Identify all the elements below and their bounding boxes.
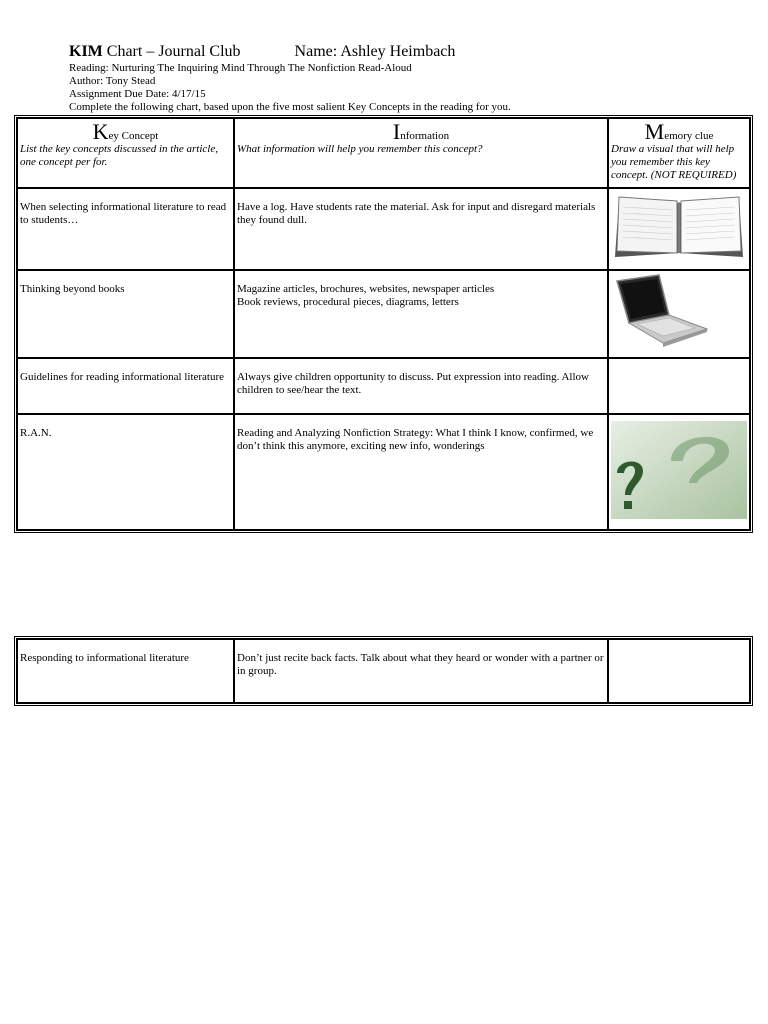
due-date-line: Assignment Due Date: 4/17/15 (69, 88, 206, 100)
document-title (69, 42, 749, 62)
key-concept-header: Key Concept List the key concepts discussed in the article, one concept per for. (17, 118, 234, 188)
kim-chart-table (14, 115, 753, 533)
information-description: What information will help you remember this concept? (237, 143, 483, 155)
information-line-2: Book reviews, procedural pieces, diagrams, letters (237, 296, 459, 308)
table-row (17, 270, 750, 358)
title-rest: Chart – Journal Club (106, 43, 241, 60)
concept-cell: R.A.N. (17, 414, 234, 530)
laptop-image (611, 273, 711, 351)
memory-cell (608, 414, 750, 530)
memory-cell (608, 188, 750, 270)
kim-chart-table-continued (14, 636, 753, 706)
information-line-1: Magazine articles, brochures, websites, newspaper articles (237, 283, 495, 295)
question-mark-image (611, 421, 747, 519)
information-cell: Don’t just recite back facts. Talk about what they heard or wonder with a partner or in group. (234, 639, 608, 703)
information-cell (234, 270, 608, 358)
author-line: Author: Tony Stead (69, 75, 156, 87)
key-concept-description: List the key concepts discussed in the article, one concept per for. (20, 143, 218, 168)
table-row (17, 414, 750, 530)
title-bold: KIM (69, 43, 103, 60)
table-row (17, 639, 750, 703)
reading-line: Reading: Nurturing The Inquiring Mind Through The Nonfiction Read-Aloud (69, 62, 412, 74)
memory-clue-description: Draw a visual that will help you remember this key concept. (NOT REQUIRED) (611, 143, 737, 181)
student-name: Name: Ashley Heimbach (294, 43, 456, 60)
header-row (17, 118, 750, 188)
information-cell: Have a log. Have students rate the material. Ask for input and disregard materials they found dull. (234, 188, 608, 270)
table-row (17, 188, 750, 270)
memory-cell (608, 270, 750, 358)
information-cell: Reading and Analyzing Nonfiction Strategy: What I think I know, confirmed, we don’t think this anymore, exciting new info, wonderings (234, 414, 608, 530)
information-header: Information What information will help you remember this concept? (234, 118, 608, 188)
concept-cell: Thinking beyond books (17, 270, 234, 358)
table-row (17, 358, 750, 414)
document-header (69, 42, 749, 114)
concept-cell: Responding to informational literature (17, 639, 234, 703)
concept-cell: Guidelines for reading informational literature (17, 358, 234, 414)
memory-clue-header: Memory clue Draw a visual that will help you remember this key concept. (NOT REQUIRED) (608, 118, 750, 188)
memory-cell (608, 358, 750, 414)
concept-cell: When selecting informational literature to read to students… (17, 188, 234, 270)
memory-cell (608, 639, 750, 703)
open-book-image (611, 191, 747, 263)
instructions-line: Complete the following chart, based upon the five most salient Key Concepts in the reading for you. (69, 101, 511, 113)
information-cell: Always give children opportunity to discuss. Put expression into reading. Allow children to see/hear the text. (234, 358, 608, 414)
